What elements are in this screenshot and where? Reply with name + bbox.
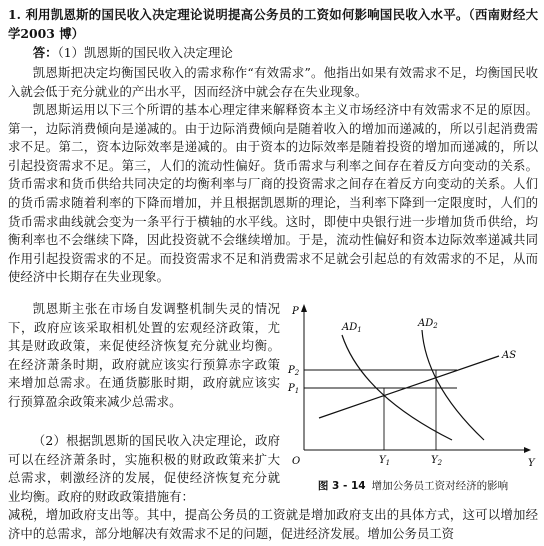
answer-paragraph-1: 凯恩斯把决定均衡国民收入的需求称作“有效需求”。他指出如果有效需求不足，均衡国民收入就会低于充分就业的产出水平，因而经济中就会存在失业现象。 (8, 65, 538, 99)
answer-paragraph-4: 减税，增加政府支出等。其中，提高公务员的工资就是增加政府支出的具体方式，这可以增加经济中的总需求，部分地解决有效需求不足的问题，促进经济发展。增加公务员工资 (8, 507, 538, 541)
figure-caption (284, 477, 542, 496)
y-axis-arrow (301, 304, 307, 312)
question-text: 1. 利用凯恩斯的国民收入决定理论说明提高公务员的工资如何影响国民收入水平。（西南财经大学2003 博） (8, 7, 538, 41)
label-y2: $Y_2$ (431, 455, 443, 467)
ad-as-diagram (284, 300, 542, 475)
answer-paragraph-2: 凯恩斯运用以下三个所谓的基本心理定律来解释资本主义市场经济中有效需求不足的原因。第一，边际消费倾向是递减的。由于边际消费倾向是随着收入的增加而递减的，所以引起消费需求不足。第二，资本边际效率是递减的。由于资本的边际效率是随着投资的增加而递减的，所以引起投资需求不足。第三，人们的流动性偏好。货币需求与利率之间存在着反方向变动的关系。货币需求和货币供给共同决定的均衡利率与厂商的投资需求之间存在着反方向变动的关系。人们的货币需求随着利率的下降而增加，并且根据凯恩斯的理论，当利率下降到一定限度时，人们的货币需求曲线就会变为一条平行于横轴的水平线。这时，即使中央银行进一步增加货币供给，均衡利率也不会继续下降，因此投资就不会继续增加。于是，流动性偏好和资本边际效率递减共同作用引起投资需求的不足。而投资需求不足和消费需求不足就会引起总的有效需求的不足，从而使经济中长期存在失业现象。 (8, 102, 538, 285)
x-axis-arrow (524, 447, 531, 453)
figure-number: 图 3 - 14 (317, 480, 366, 492)
section1-title: （1）凯恩斯的国民收入决定理论 (57, 45, 233, 60)
label-ad2: $AD_2$ (418, 318, 438, 330)
answer-paragraph-3: 凯恩斯主张在市场自发调整机制失灵的情况下，政府应该采取相机处置的宏观经济政策，尤其是财政政策，来促使经济恢复充分就业均衡。在经济萧条时期，政府就应该实行预算赤字政策来增加总需求。在通货膨胀时期，政府就应该实行预算盈余政策来减少总需求。 (8, 301, 280, 409)
label-p1: $P_1$ (288, 383, 300, 395)
origin-label: O (292, 456, 301, 467)
ad1-curve (342, 335, 452, 440)
ad2-curve (422, 330, 484, 440)
as-curve (319, 356, 499, 418)
label-as: AS (502, 350, 517, 361)
axis-label-y: Y (528, 458, 535, 469)
label-ad1: $AD_1$ (342, 322, 362, 334)
axis-label-p: P (292, 306, 299, 317)
answer-label: 答： (32, 45, 58, 60)
ad-as-figure (284, 300, 542, 500)
label-p2: $P_2$ (288, 365, 300, 377)
answer-section-2-start: （2）根据凯恩斯的国民收入决定理论，政府可以在经济萧条时，实施积极的财政政策来扩大总需求，刺激经济的发展，促使经济恢复充分就业均衡。政府的财政政策措施有： (8, 433, 280, 504)
label-y1: $Y_1$ (379, 455, 391, 467)
answer-header (8, 44, 538, 63)
figure-caption-text: 增加公务员工资对经济的影响 (371, 480, 509, 492)
